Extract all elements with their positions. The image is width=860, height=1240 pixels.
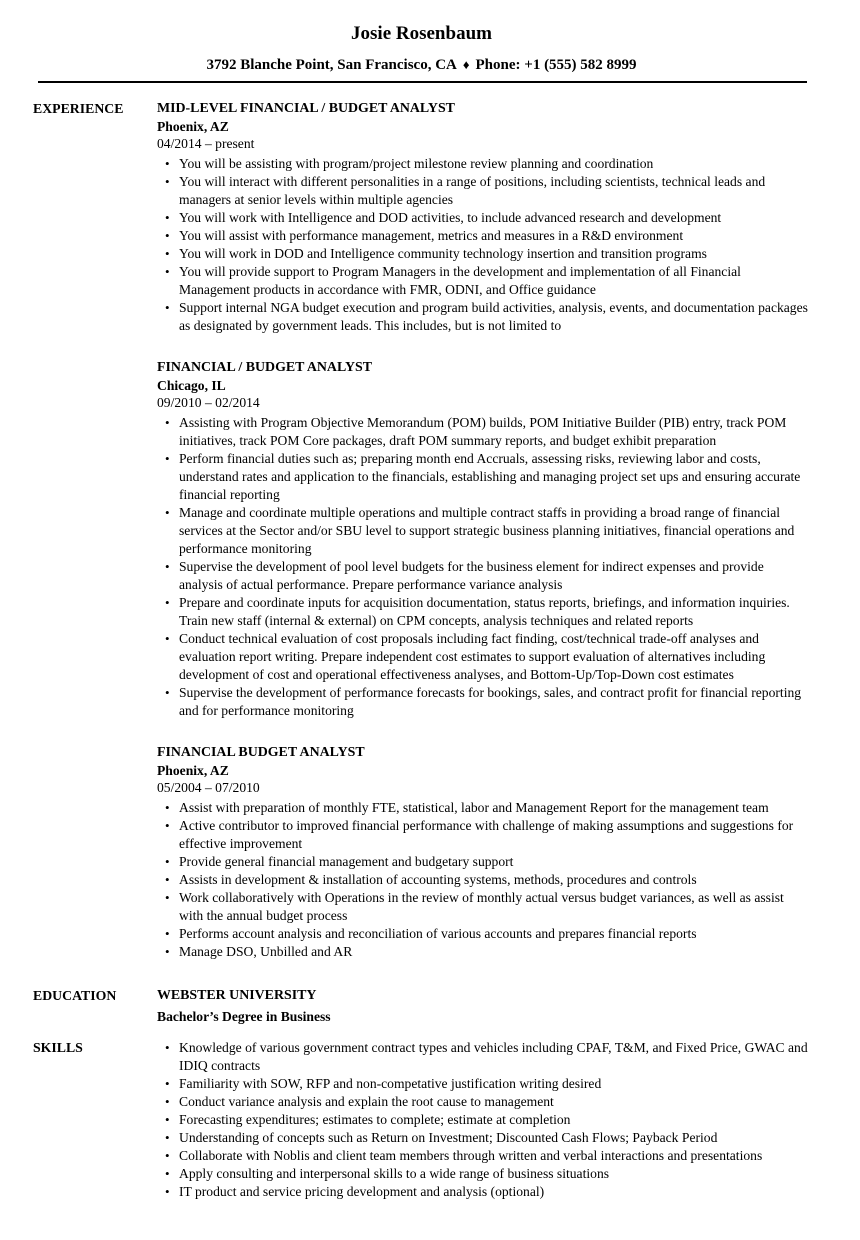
- resume-header: [33, 22, 810, 83]
- bullet-item: • IT product and service pricing development and analysis (optional): [179, 1183, 810, 1201]
- job-location: Phoenix, AZ: [157, 763, 229, 778]
- education-section-label: EDUCATION: [33, 988, 117, 1003]
- bullet-item: • Performs account analysis and reconciliation of various accounts and prepares financial reports: [179, 925, 810, 943]
- diamond-separator-icon: ♦: [462, 57, 470, 72]
- experience-section: [33, 100, 810, 961]
- education-content: [157, 987, 810, 1027]
- job-dates: 04/2014 – present: [157, 136, 255, 151]
- bullet-item: • Provide general financial management and budgetary support: [179, 853, 810, 871]
- bullet-item: • Assist with preparation of monthly FTE, statistical, labor and Management Report for the management team: [179, 799, 810, 817]
- contact-line: [33, 56, 810, 74]
- header-divider: [38, 81, 807, 83]
- bullet-item: • Supervise the development of performance forecasts for bookings, sales, and contract profit for financial reporting and for performance monitoring: [179, 684, 810, 720]
- bullet-item: • Manage DSO, Unbilled and AR: [179, 943, 810, 961]
- bullet-item: • You will work with Intelligence and DOD activities, to include advanced research and development: [179, 209, 810, 227]
- bullet-item: • Active contributor to improved financial performance with challenge of making assumptions and suggestions for effective improvement: [179, 817, 810, 853]
- bullet-item: • Apply consulting and interpersonal skills to a wide range of business situations: [179, 1165, 810, 1183]
- job-bullet-list: [157, 799, 810, 961]
- job-bullet-list: [157, 155, 810, 335]
- bullet-item: • Assists in development & installation of accounting systems, methods, procedures and controls: [179, 871, 810, 889]
- bullet-item: • You will interact with different personalities in a range of positions, including scientists, technical leads and managers at senior levels within multiple agencies: [179, 173, 810, 209]
- experience-content: [157, 100, 810, 961]
- bullet-item: • Support internal NGA budget execution and program build activities, analysis, events, and documentation packages as designated by government leads. This includes, but is not limited to: [179, 299, 810, 335]
- job-location: Chicago, IL: [157, 378, 226, 393]
- phone-text: Phone: +1 (555) 582 8999: [475, 57, 637, 73]
- bullet-item: • Conduct technical evaluation of cost proposals including fact finding, cost/technical trade-off analyses and evaluation report writing. Prepare independent cost estimates to support evaluation of alternatives including development of cost and operational effectiveness analyses, and Bottom-Up/Top-Down cost estimates: [179, 630, 810, 684]
- bullet-item: • Conduct variance analysis and explain the root cause to management: [179, 1093, 810, 1111]
- bullet-item: • You will assist with performance management, metrics and measures in a R&D environment: [179, 227, 810, 245]
- bullet-item: • Assisting with Program Objective Memorandum (POM) builds, POM Initiative Builder (PIB) entry, track POM initiatives, track POM Core packages, draft POM summary reports, and budget exhibit preparation: [179, 414, 810, 450]
- job-entry-2: [157, 359, 810, 720]
- bullet-item: • Manage and coordinate multiple operations and multiple contract staffs in providing a broad range of financial services at the Sector and/or SBU level to support strategic business planning initiatives, financial operations and performance monitoring: [179, 504, 810, 558]
- person-name: Josie Rosenbaum: [351, 23, 492, 44]
- job-entry-1: [157, 100, 810, 335]
- job-title: FINANCIAL BUDGET ANALYST: [157, 745, 365, 760]
- education-section: [33, 987, 810, 1027]
- bullet-item: • Prepare and coordinate inputs for acquisition documentation, status reports, briefings, and information inquiries. Train new staff (internal & external) on CPM concepts, analysis techniques and related reports: [179, 594, 810, 630]
- job-title: MID-LEVEL FINANCIAL / BUDGET ANALYST: [157, 101, 455, 116]
- bullet-item: • You will provide support to Program Managers in the development and implementation of all Financial Management products in accordance with FMR, ODNI, and Office guidance: [179, 263, 810, 299]
- bullet-item: • Understanding of concepts such as Return on Investment; Discounted Cash Flows; Payback Period: [179, 1129, 810, 1147]
- bullet-item: • You will work in DOD and Intelligence community technology insertion and transition programs: [179, 245, 810, 263]
- skills-bullet-list: [157, 1039, 810, 1201]
- degree-name: Bachelor’s Degree in Business: [157, 1009, 331, 1024]
- bullet-item: • Perform financial duties such as; preparing month end Accruals, assessing risks, reviewing labor and costs, understand rates and application to the financials, establishing and managing project set ups and ensuring accurate financial reporting: [179, 450, 810, 504]
- skills-section: [33, 1039, 810, 1201]
- bullet-item: • Familiarity with SOW, RFP and non-competative justification writing desired: [179, 1075, 810, 1093]
- bullet-item: • You will be assisting with program/project milestone review planning and coordination: [179, 155, 810, 173]
- bullet-item: • Knowledge of various government contract types and vehicles including CPAF, T&M, and Fixed Price, GWAC and IDIQ contracts: [179, 1039, 810, 1075]
- experience-section-label: EXPERIENCE: [33, 101, 124, 116]
- address-text: 3792 Blanche Point, San Francisco, CA: [206, 57, 457, 73]
- job-bullet-list: [157, 414, 810, 720]
- job-title: FINANCIAL / BUDGET ANALYST: [157, 360, 372, 375]
- resume-body: [33, 100, 810, 1201]
- school-name: WEBSTER UNIVERSITY: [157, 988, 317, 1003]
- bullet-item: • Work collaboratively with Operations in the review of monthly actual versus budget variances, as well as assist with the annual budget process: [179, 889, 810, 925]
- bullet-item: • Supervise the development of pool level budgets for the business element for indirect expenses and provide analysis of actual performance. Prepare performance variance analysis: [179, 558, 810, 594]
- bullet-item: • Collaborate with Noblis and client team members through written and verbal interactions and presentations: [179, 1147, 810, 1165]
- skills-content: [157, 1039, 810, 1201]
- bullet-item: • Forecasting expenditures; estimates to complete; estimate at completion: [179, 1111, 810, 1129]
- job-location: Phoenix, AZ: [157, 119, 229, 134]
- skills-section-label: SKILLS: [33, 1040, 83, 1055]
- job-entry-3: [157, 744, 810, 961]
- job-dates: 09/2010 – 02/2014: [157, 395, 260, 410]
- job-dates: 05/2004 – 07/2010: [157, 780, 260, 795]
